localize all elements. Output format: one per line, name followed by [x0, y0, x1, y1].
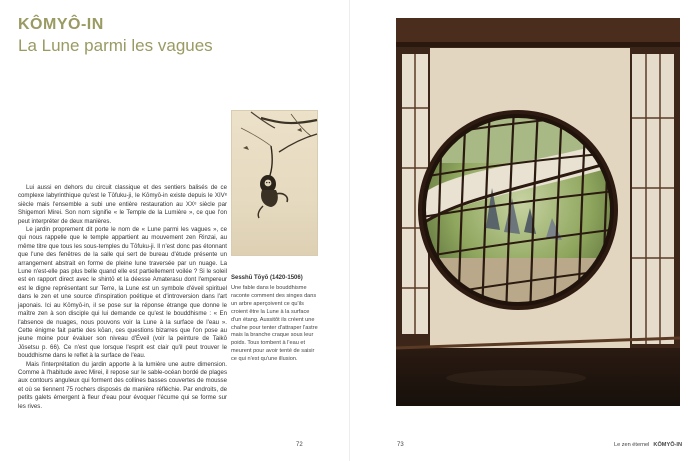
caption-text: Une fable dans le bouddhisme raconte comment des singes dans un arbre aperçoivent ce qu'ils croient être la Lune à la surface d'un étang. Aussitôt ils créent une chaîne pour tenter d'attraper l'astre mais la branche craque sous leur poids. Tous tombent à l'eau et meurent pour avoir tenté de saisir ce qui n'est qu'une illusion. — [231, 285, 318, 363]
monkey-painting-image — [231, 110, 318, 256]
running-head-section: Le zen éternel — [613, 442, 650, 448]
chapter-subtitle: La Lune parmi les vagues — [18, 36, 213, 55]
caption-title: Sesshū Tōyō (1420-1506) — [231, 275, 303, 281]
body-text — [18, 184, 227, 411]
page-number-left: 72 — [296, 442, 303, 448]
running-head — [614, 442, 682, 448]
paragraph: Mais l'interprétation du jardin apporte à la lumière une autre dimension. Comme à l'habitude avec Mirei, il repose sur le sable-océan bordé de plages aux contours anguleux qui forment des collines basses couvertes de mousse et où se tiennent 75 rochers disposés de manière réfléchie. Par endroits, de petits galets émergent à fleur d'eau pour évoquer l'écume qui se forme sur les rives. — [18, 360, 227, 410]
monkey-ink-painting — [231, 110, 318, 256]
moon-window-photo — [396, 18, 680, 406]
paragraph: Le jardin proprement dit porte le nom de « Lune parmi les vagues », ce qui nous rappelle que le temple appartient au mouvement zen Rinzai, au même titre que tous les sous-temples du Tōfuku-ji. Il n'est donc pas étonnant que l'une des fenêtres de la salle qui sert de bureau d'étude présente un arrangement abstrait en forme de pleine lune traversée par un nuage. La Lune n'est-elle pas plus belle quand elle est partiellement voilée ? Si le soleil est en rapport direct avec le shintō et la déesse Amaterasu dont l'empereur est le digne représentant sur Terre, la Lune est un symbole d'éveil spirituel dans le zen et une source d'inspiration poétique et d'introversion dans l'art japonais. Ici au Kōmyō-in, il se pose sur la réponse étrange que donne le maître zen à son disciple qui lui demande ce qu'est le bouddhisme : « En l'absence de nuages, nous pouvons voir la Lune à la surface de l'eau ». Cette énigme fait partie des kōan, ces questions bizarres que l'on pose au jeune moine pour évaluer son niveau d'Éveil (voir la peinture de Taikō Jōsetsu p. 66). Ce n'est que lorsque l'esprit est clair qu'il peut trouver le bouddhisme dans le reflet à la surface de l'eau. — [18, 226, 227, 360]
page-number-right: 73 — [397, 442, 404, 448]
paragraph: Lui aussi en dehors du circuit classique et des sentiers balisés de ce complexe labyrinthique qu'est le Tōfuku-ji, le Kōmyō-in existe depuis le XIVᵉ siècle mais l'ensemble a subi une entière restauration au XXᵉ siècle par Shigemori Mirei. Son nom signifie « le Temple de la Lumière », ce que l'on peut interpréter de deux manières. — [18, 184, 227, 225]
running-head-chapter: KÔMYÔ-IN — [653, 442, 682, 448]
chapter-title: KÔMYÔ-IN — [18, 16, 104, 33]
moon-window-illustration — [396, 18, 680, 406]
